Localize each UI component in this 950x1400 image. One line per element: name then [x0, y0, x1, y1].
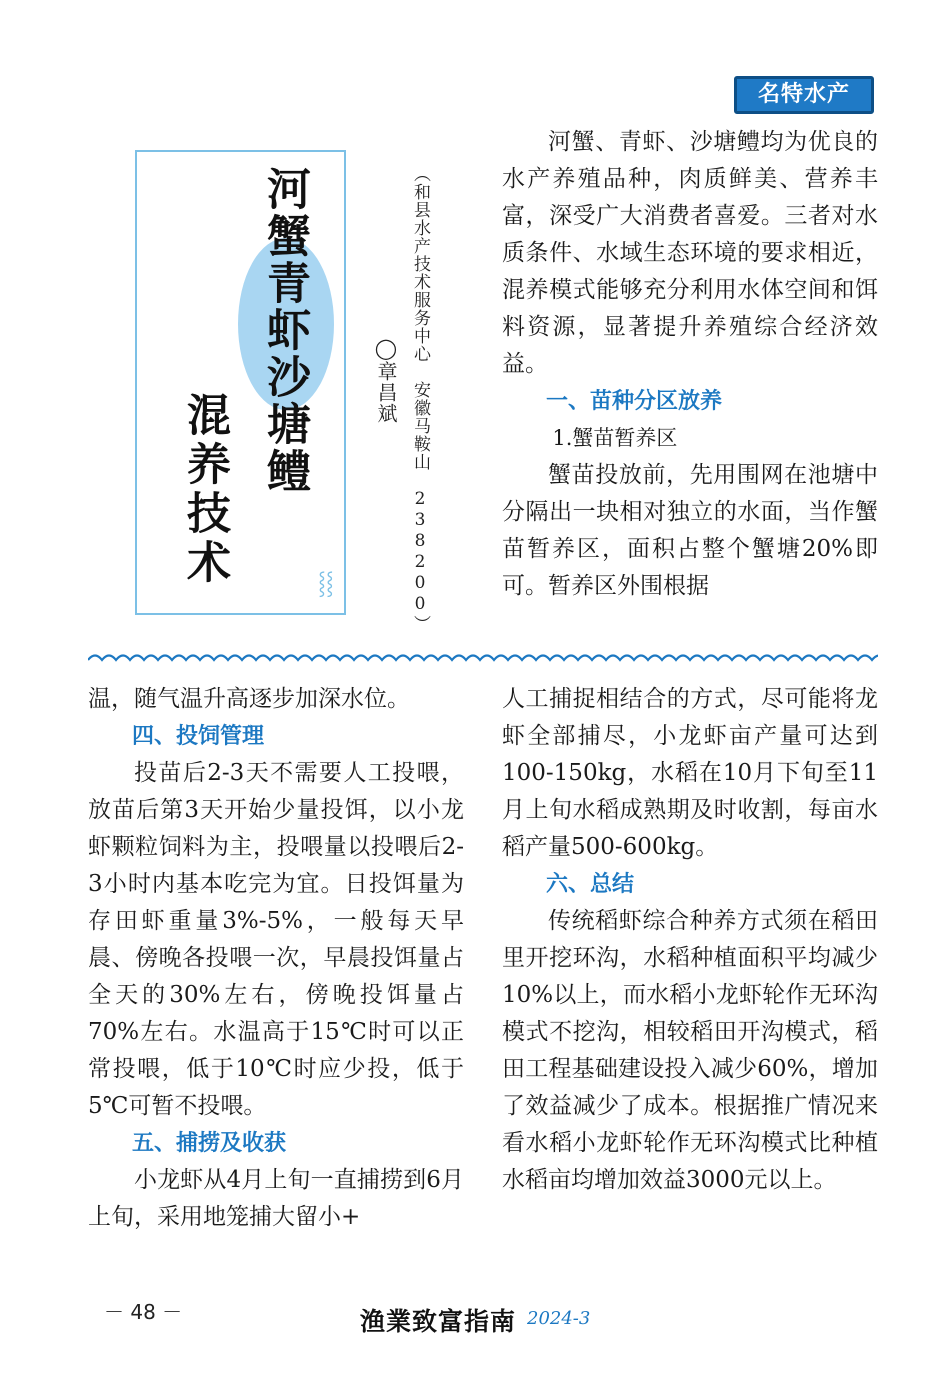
- article-title-line1: 河蟹青虾沙塘鳢: [259, 166, 310, 495]
- author-name: ◯章昌斌: [374, 336, 398, 424]
- section-heading-6: 六、总结: [546, 872, 635, 897]
- intro-paragraph: 河蟹、青虾、沙塘鳢均为优良的水产养殖品种，肉质鲜美、营养丰富，深受广大消费者喜爱。三者对水质条件、水域生态环境的要求相近，混养模式能够充分利用水体空间和饵料资源，显著提升养殖综合经济效益。: [502, 129, 878, 377]
- paragraph-continued: 温，随气温升高逐步加深水位。: [88, 686, 410, 712]
- journal-name: 渔業致富指南: [360, 1307, 517, 1336]
- subheading-1: 1.蟹苗暂养区: [552, 426, 678, 450]
- section-heading-4: 四、投饲管理: [132, 724, 265, 749]
- grass-icon: ⸾⸾: [318, 571, 334, 596]
- paragraph-6: 传统稻虾综合种养方式须在稻田里开挖环沟，水稻种植面积平均减少10%以上，而水稻小龙虾轮作无环沟模式不挖沟，相较稻田开沟模式，稻田工程基础建设投入减少60%，增加了效益减少了成本。根据推广情况来看水稻小龙虾轮作无环沟模式比种植水稻亩均增加效益3000元以上。: [502, 908, 878, 1193]
- paragraph-5: 小龙虾从4月上旬一直捕捞到6月上旬，采用地笼捕大留小+: [88, 1167, 464, 1230]
- article-intro-column: [502, 124, 878, 605]
- bottom-right-column: [502, 681, 878, 1199]
- bottom-left-column: [88, 681, 464, 1236]
- section-badge: 名特水产: [734, 76, 874, 114]
- section-heading-1: 一、苗种分区放养: [546, 389, 723, 414]
- paragraph-1: 蟹苗投放前，先用围网在池塘中分隔出一块相对独立的水面，当作蟹苗暂养区，面积占整个蟹塘20%即可。暂养区外围根据: [502, 462, 878, 599]
- paragraph-5-continued: 人工捕捉相结合的方式，尽可能将龙虾全部捕尽，小龙虾亩产量可达到100-150kg，水稻在10月下旬至11月上旬水稻成熟期及时收割，每亩水稻产量500-600kg。: [502, 686, 878, 860]
- wave-divider: [88, 650, 878, 670]
- issue-number: 2024-3: [527, 1308, 591, 1329]
- author-affiliation: （和县水产技术服务中心 安徽马鞍山 238200）: [410, 165, 430, 633]
- section-heading-5: 五、捕捞及收获: [132, 1131, 287, 1156]
- article-title-line2: 混养技术: [179, 392, 230, 588]
- page-number: － 48 －: [104, 1300, 183, 1324]
- paragraph-4: 投苗后2-3天不需要人工投喂，放苗后第3天开始少量投饵，以小龙虾颗粒饲料为主，投喂量以投喂后2-3小时内基本吃完为宜。日投饵量为存田虾重量3%-5%，一般每天早晨、傍晚各投喂一次，早晨投饵量占全天的30%左右，傍晚投饵量占70%左右。水温高于15℃时可以正常投喂，低于10℃时应少投，低于5℃可暂不投喂。: [88, 760, 464, 1119]
